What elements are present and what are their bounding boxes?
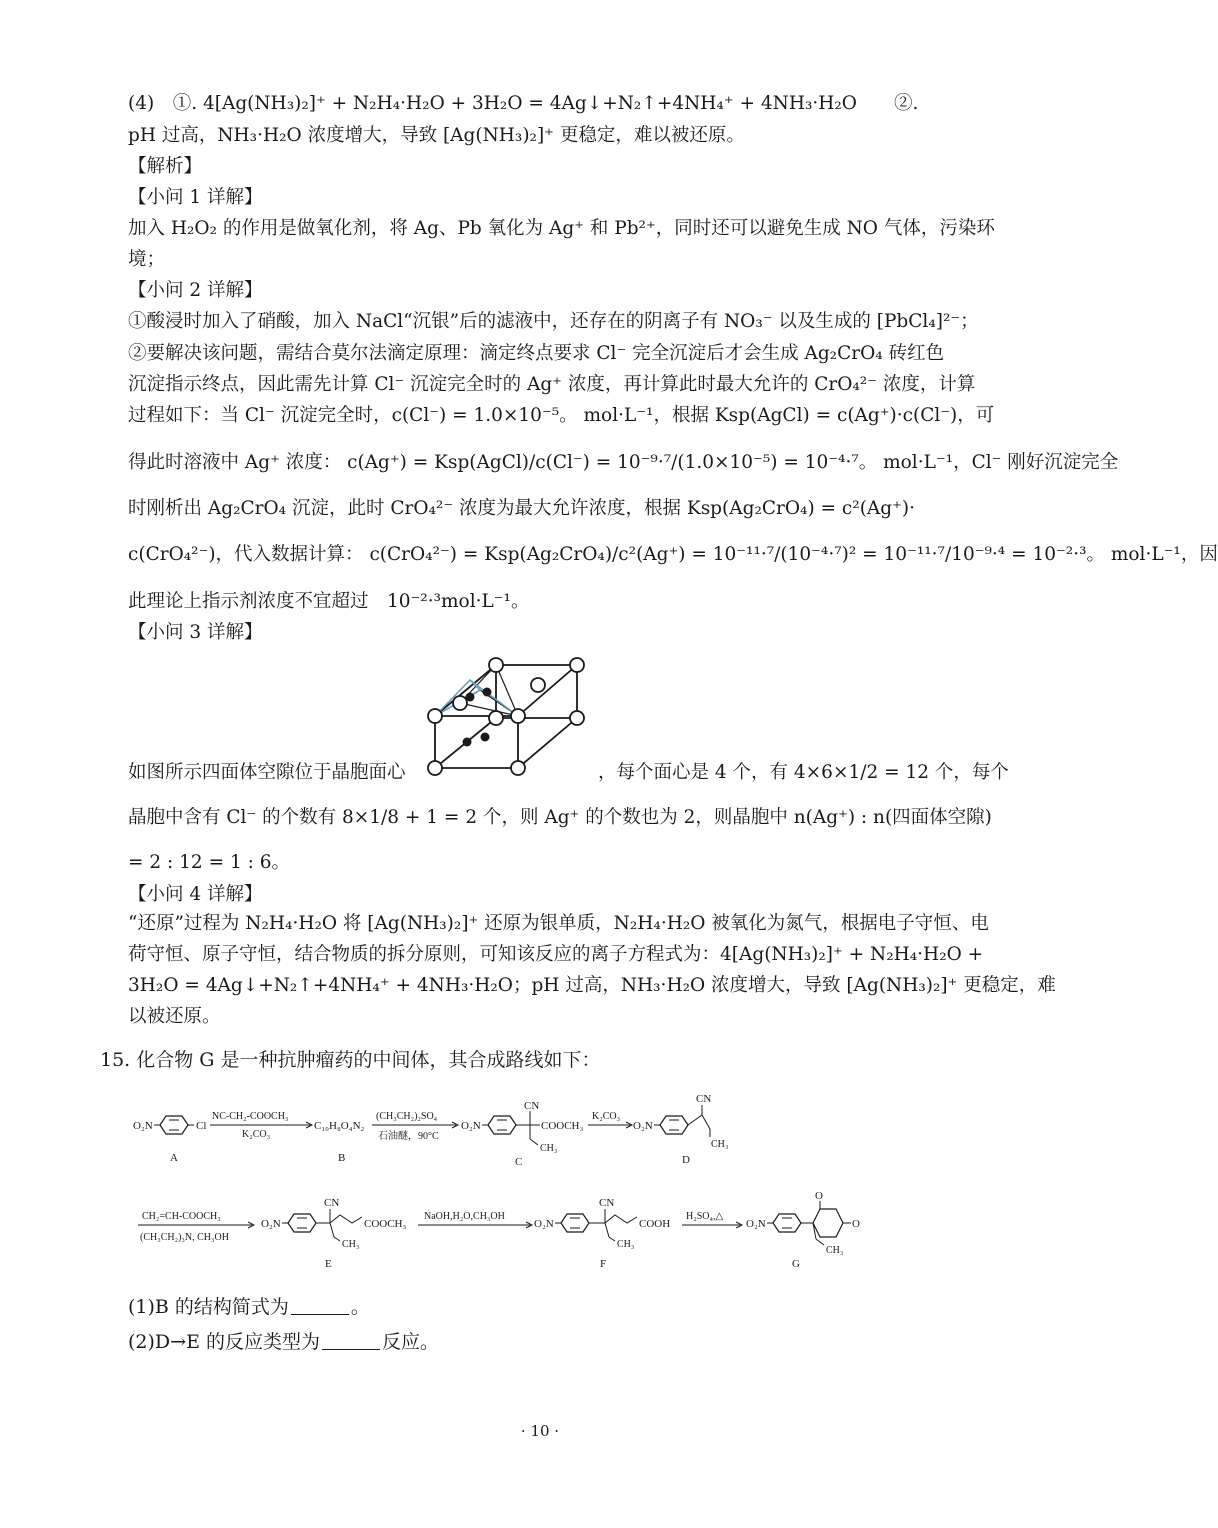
label-d: D — [682, 1154, 690, 1166]
answer-4-reason: pH 过高，NH₃·H₂O 浓度增大，导致 [Ag(NH₃)₂]⁺ 更稳定，难以被还原。 — [128, 125, 745, 146]
d-o2n: O₂N — [633, 1120, 653, 1132]
label-a: A — [170, 1152, 178, 1164]
answer-blank-1[interactable] — [291, 1294, 349, 1315]
sub3-text-line3: = 2 : 12 = 1 : 6。 — [128, 852, 290, 873]
question-15-sub2: (2)D→E 的反应类型为 反应。 — [128, 1331, 439, 1353]
sub1-text-line2: 境； — [128, 249, 166, 270]
step6-reagent: H₂SO₄,△ — [686, 1211, 724, 1222]
label-g: G — [792, 1258, 800, 1270]
step5-reagent: NaOH,H₂O,CH₃OH — [424, 1211, 505, 1222]
b-formula: C₁₀H₈O₄N₂ — [314, 1120, 365, 1132]
analysis-heading: 【解析】 — [128, 156, 203, 177]
sub2-text-line7: c(CrO₄²⁻)，代入数据计算： c(CrO₄²⁻) = Ksp(Ag₂CrO₄)/c²(Ag⁺) = 10⁻¹¹·⁷/(10⁻⁴·⁷)² = 10⁻¹¹·⁷/10⁻⁹·⁴ = 10⁻²·³。 mol·L⁻¹，因 — [128, 544, 1218, 565]
sub4-text-line3: 3H₂O = 4Ag↓+N₂↑+4NH₄⁺ + 4NH₃·H₂O；pH 过高，NH₃·H₂O 浓度增大，导致 [Ag(NH₃)₂]⁺ 更稳定，难 — [128, 975, 1056, 996]
sub4-heading: 【小问 4 详解】 — [128, 884, 263, 905]
c-o2n: O₂N — [461, 1120, 481, 1132]
label-e: E — [325, 1258, 332, 1270]
sub3-text-line2: 晶胞中含有 Cl⁻ 的个数有 8×1/8 + 1 = 2 个，则 Ag⁺ 的个数也为 2，则晶胞中 n(Ag⁺) : n(四面体空隙) — [128, 807, 992, 828]
sub3-text-line1a: 如图所示四面体空隙位于晶胞面心 — [128, 762, 406, 783]
sub2-text-line1: ①酸浸时加入了硝酸，加入 NaCl“沉银”后的滤液中，还存在的阴离子有 NO₃⁻ 以及生成的 [PbCl₄]²⁻； — [128, 311, 979, 332]
sub2-text-line5: 得此时溶液中 Ag⁺ 浓度： c(Ag⁺) = Ksp(AgCl)/c(Cl⁻) = 10⁻⁹·⁷/(1.0×10⁻⁵) = 10⁻⁴·⁷。 mol·L⁻¹，Cl⁻ 刚好沉淀完全 — [128, 452, 1119, 473]
c-cooch3: COOCH₃ — [541, 1120, 584, 1132]
e-cooch3: COOCH₃ — [364, 1218, 407, 1230]
sub4-text-line2: 荷守恒、原子守恒，结合物质的拆分原则，可知该反应的离子方程式为：4[Ag(NH₃)₂]⁺ + N₂H₄·H₂O + — [128, 944, 984, 965]
sub3-text-line1b: ，每个面心是 4 个，有 4×6×1/2 = 12 个，每个 — [598, 762, 1009, 783]
crystal-cell-diagram — [420, 650, 595, 785]
step1-base: K₂CO₃ — [242, 1129, 271, 1140]
c-cn: CN — [524, 1100, 540, 1112]
a-o2n: O₂N — [133, 1120, 153, 1132]
synthesis-route-diagram — [120, 1085, 920, 1285]
f-ch3: CH₃ — [617, 1239, 635, 1250]
sub2-text-line4: 过程如下：当 Cl⁻ 沉淀完全时，c(Cl⁻) = 1.0×10⁻⁵。 mol·L⁻¹，根据 Ksp(AgCl) = c(Ag⁺)·c(Cl⁻)，可 — [128, 405, 995, 426]
g-o-right: O — [852, 1218, 860, 1230]
label-f: F — [600, 1258, 607, 1270]
d-ch3: CH₃ — [711, 1139, 729, 1150]
question-15-stem: 15. 化合物 G 是一种抗肿瘤药的中间体，其合成路线如下： — [100, 1049, 601, 1071]
sub2-text-line8: 此理论上指示剂浓度不宜超过 10⁻²·³mol·L⁻¹。 — [128, 591, 530, 612]
answer-blank-2[interactable] — [322, 1329, 380, 1350]
sub2-text-line2: ②要解决该问题，需结合莫尔法滴定原理：滴定终点要求 Cl⁻ 完全沉淀后才会生成 Ag₂CrO₄ 砖红色 — [128, 343, 945, 364]
label-c: C — [515, 1156, 523, 1168]
d-cn: CN — [696, 1093, 712, 1105]
sub3-heading: 【小问 3 详解】 — [128, 622, 263, 643]
step2-conditions: 石油醚，90°C — [378, 1131, 439, 1142]
sub2-heading: 【小问 2 详解】 — [128, 280, 263, 301]
label-b: B — [338, 1152, 346, 1164]
g-o2n: O₂N — [746, 1218, 766, 1230]
sub2-text-line3: 沉淀指示终点，因此需先计算 Cl⁻ 沉淀完全时的 Ag⁺ 浓度，再计算此时最大允许的 CrO₄²⁻ 浓度，计算 — [128, 374, 976, 395]
step3-reagent: K₂CO₃ — [592, 1111, 621, 1122]
sub2-text-line6: 时刚析出 Ag₂CrO₄ 沉淀，此时 CrO₄²⁻ 浓度为最大允许浓度，根据 Ksp(Ag₂CrO₄) = c²(Ag⁺)· — [128, 498, 915, 519]
a-cl: Cl — [196, 1120, 207, 1132]
sub1-heading: 【小问 1 详解】 — [128, 187, 263, 208]
f-cn: CN — [599, 1197, 615, 1209]
question-15-sub1: (1)B 的结构简式为 。 — [128, 1296, 370, 1318]
step1-reagent: NC-CH₂-COOCH₃ — [212, 1111, 289, 1122]
e-cn: CN — [324, 1197, 340, 1209]
answer-4-equation: (4) ①. 4[Ag(NH₃)₂]⁺ + N₂H₄·H₂O + 3H₂O = 4Ag↓+N₂↑+4NH₄⁺ + 4NH₃·H₂O ②. — [128, 93, 919, 114]
c-ch3: CH₃ — [540, 1143, 558, 1154]
step4-conditions: (CH₃CH₂)₃N, CH₃OH — [140, 1232, 229, 1243]
sub4-text-line1: “还原”过程为 N₂H₄·H₂O 将 [Ag(NH₃)₂]⁺ 还原为银单质，N₂H₄·H₂O 被氧化为氮气，根据电子守恒、电 — [128, 913, 989, 934]
g-ch3: CH₃ — [826, 1245, 844, 1256]
page-number: · 10 · — [520, 1422, 560, 1440]
g-o-top: O — [815, 1190, 823, 1202]
e-ch3: CH₃ — [342, 1239, 360, 1250]
f-cooh: COOH — [639, 1218, 671, 1230]
f-o2n: O₂N — [534, 1218, 554, 1230]
step2-reagent: (CH₃CH₂)₂SO₄ — [376, 1111, 438, 1122]
e-o2n: O₂N — [261, 1218, 281, 1230]
sub4-text-line4: 以被还原。 — [128, 1006, 221, 1027]
sub1-text-line1: 加入 H₂O₂ 的作用是做氧化剂，将 Ag、Pb 氧化为 Ag⁺ 和 Pb²⁺，同时还可以避免生成 NO 气体，污染环 — [128, 218, 995, 239]
step4-reagent: CH₂=CH-COOCH₃ — [142, 1211, 221, 1222]
